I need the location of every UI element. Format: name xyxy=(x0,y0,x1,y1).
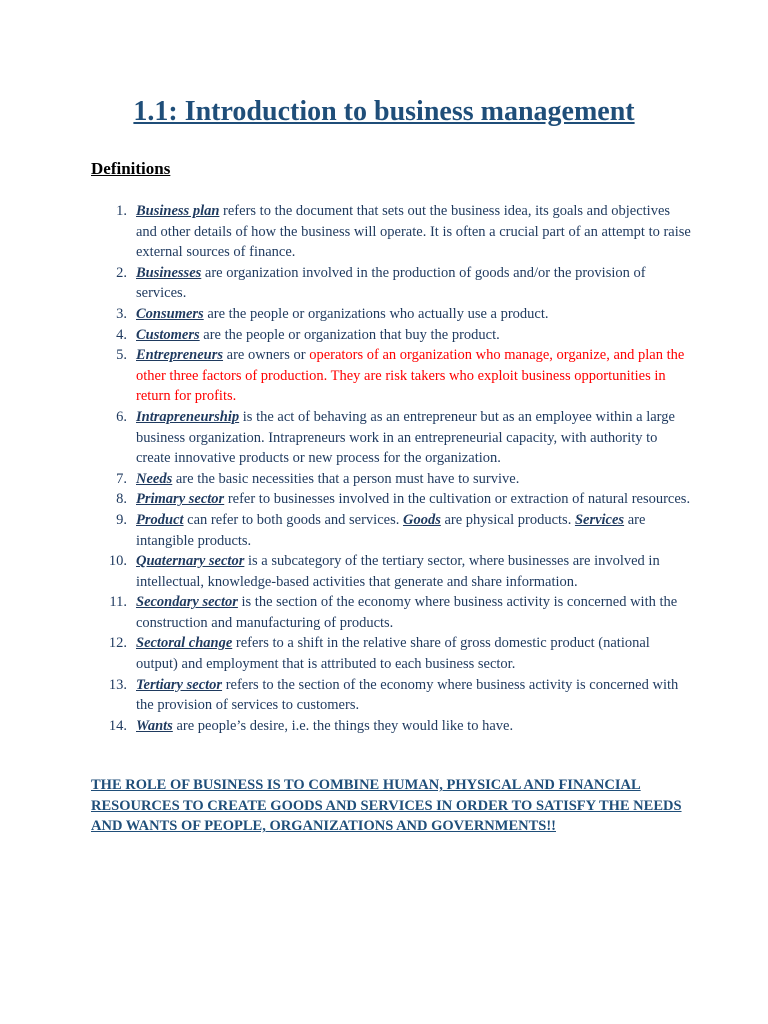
definition-item xyxy=(91,201,691,263)
definition-term: Customers xyxy=(136,326,200,343)
definition-text: can refer to both goods and services. xyxy=(183,511,403,528)
definition-number: 12. xyxy=(108,635,127,652)
definition-term: Tertiary sector xyxy=(136,676,223,693)
definition-item xyxy=(91,551,691,592)
definition-term: Business plan xyxy=(136,203,220,219)
definition-number: 10. xyxy=(108,553,127,570)
definition-term: Sectoral change xyxy=(136,635,233,652)
definition-text: are intangible products. xyxy=(136,511,646,549)
definition-item xyxy=(91,716,691,737)
definition-text: are the people or organization that buy the product. xyxy=(199,326,500,343)
definition-number: 14. xyxy=(108,717,127,734)
definition-term: Services xyxy=(574,511,625,528)
definition-text: is the act of behaving as an entrepreneur but as an employee within a large business organization. Intrapreneurs work in an entrepreneurial capacity, with authority to create innovative products or new process for the organization. xyxy=(136,408,675,467)
definition-number: 8. xyxy=(116,491,127,508)
definition-text: are owners or xyxy=(223,347,310,364)
definition-text: refers to a shift in the relative share of gross domestic product (national output) and employment that is attributed to each business sector. xyxy=(136,635,650,673)
definition-term: Needs xyxy=(136,470,173,487)
definition-term: Product xyxy=(136,511,184,528)
definitions-heading: Definitions xyxy=(91,159,171,178)
definition-term: Goods xyxy=(402,511,441,528)
definition-item xyxy=(91,633,691,674)
definition-item xyxy=(91,510,691,551)
page-title: 1.1: Introduction to business management xyxy=(133,96,635,127)
definition-number: 3. xyxy=(116,305,127,322)
definition-term: Secondary sector xyxy=(136,594,238,611)
definition-number: 1. xyxy=(116,203,127,219)
definition-item xyxy=(91,407,691,469)
definition-item xyxy=(91,304,691,325)
definition-text: are the basic necessities that a person must have to survive. xyxy=(172,470,520,487)
definition-term: Businesses xyxy=(136,264,202,281)
definition-text: refer to businesses involved in the cultivation or extraction of natural resources. xyxy=(224,491,691,508)
definition-text: are the people or organizations who actually use a product. xyxy=(203,305,549,322)
highlighted-definition-text: operators of an organization who manage, organize, and plan the other three factors of production. They are risk takers who exploit business opportunities in return for profits. xyxy=(136,347,685,405)
definition-item xyxy=(91,325,691,346)
definition-number: 4. xyxy=(116,326,127,343)
definition-text: refers to the document that sets out the business idea, its goals and objectives and other details of how the business will operate. It is often a crucial part of an attempt to raise external sources of finance. xyxy=(136,203,691,261)
definition-item xyxy=(91,489,691,510)
definition-term: Entrepreneurs xyxy=(136,347,224,364)
definition-number: 9. xyxy=(116,511,127,528)
definition-text: are people’s desire, i.e. the things they would like to have. xyxy=(172,717,514,734)
definitions-list xyxy=(91,201,691,736)
definition-item xyxy=(91,345,691,407)
definition-item xyxy=(91,675,691,716)
definition-item xyxy=(91,263,691,304)
definition-number: 7. xyxy=(116,470,127,487)
definition-number: 2. xyxy=(116,264,127,281)
definition-text: are physical products. xyxy=(440,511,575,528)
definition-term: Quaternary sector xyxy=(136,553,245,570)
definition-text: is a subcategory of the tertiary sector, where businesses are involved in intellectual, knowledge-based activities that generate and share information. xyxy=(136,553,660,590)
definition-term: Primary sector xyxy=(136,491,225,508)
definition-text: is the section of the economy where business activity is concerned with the construction and manufacturing of products. xyxy=(136,594,678,631)
definition-term: Intrapreneurship xyxy=(136,408,240,425)
definition-number: 13. xyxy=(108,676,127,693)
definition-item xyxy=(91,469,691,490)
definition-text: are organization involved in the production of goods and/or the provision of services. xyxy=(136,264,646,302)
definition-item xyxy=(91,592,691,633)
definition-number: 11. xyxy=(109,594,127,611)
definition-number: 5. xyxy=(116,347,127,364)
definition-term: Wants xyxy=(136,717,173,734)
definition-text: refers to the section of the economy where business activity is concerned with the provision of services to customers. xyxy=(136,676,679,714)
definition-number: 6. xyxy=(116,408,127,425)
role-statement: THE ROLE OF BUSINESS IS TO COMBINE HUMAN, PHYSICAL AND FINANCIAL RESOURCES TO CREATE GOODS AND SERVICES IN ORDER TO SATISFY THE NEEDS AND WANTS OF PEOPLE, ORGANIZATIONS AND GOVERNMENTS!! xyxy=(91,777,682,835)
definition-term: Consumers xyxy=(136,305,204,322)
